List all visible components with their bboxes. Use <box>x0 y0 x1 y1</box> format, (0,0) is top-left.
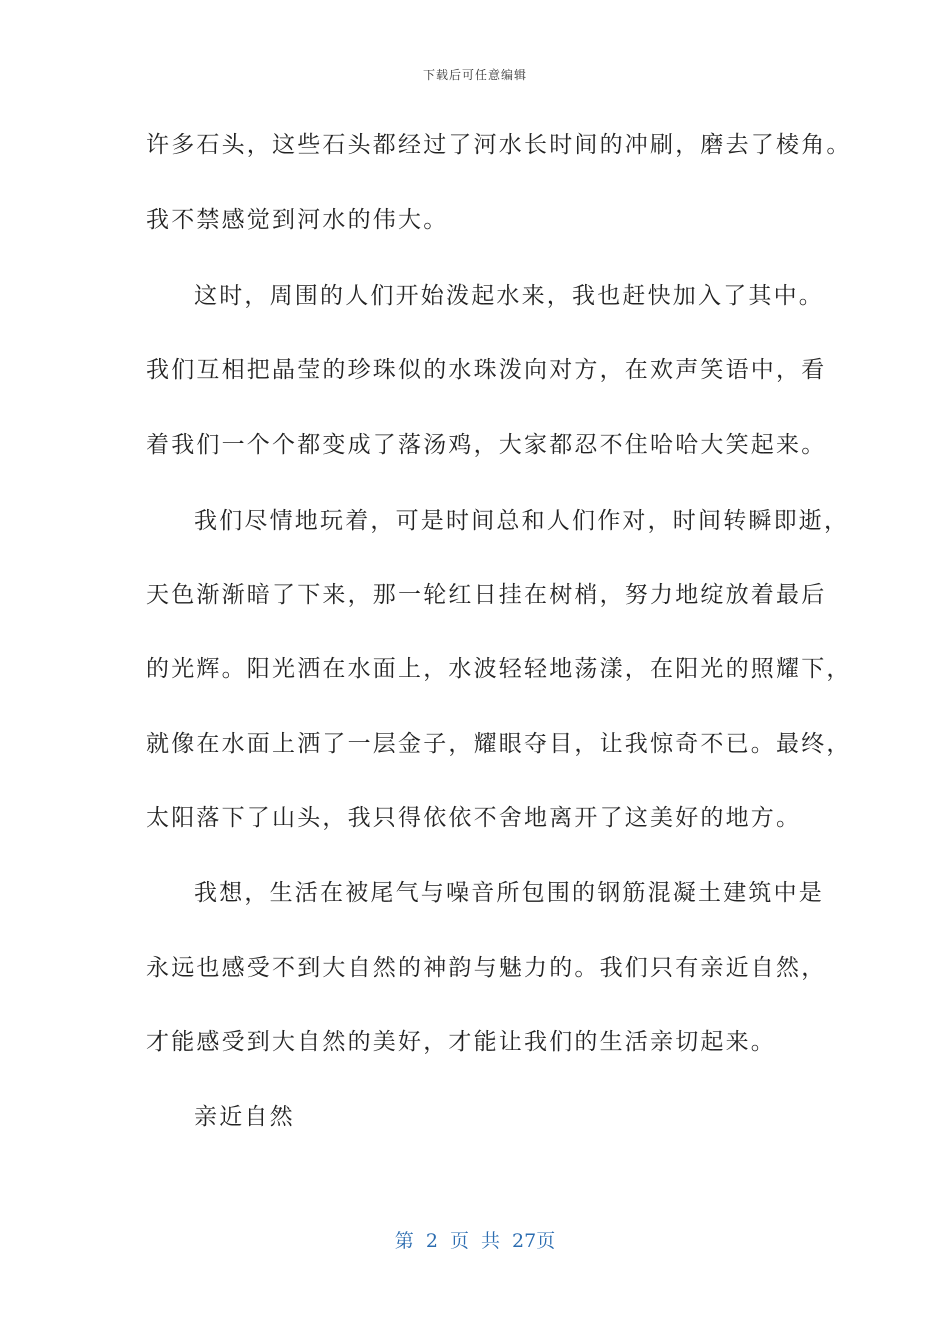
body-line: 永远也感受不到大自然的神韵与魅力的。我们只有亲近自然， <box>146 955 827 981</box>
body-line: 我不禁感觉到河水的伟大。 <box>146 207 449 233</box>
body-line: 着我们一个个都变成了落汤鸡，大家都忍不住哈哈大笑起来。 <box>146 432 827 458</box>
body-line: 许多石头，这些石头都经过了河水长时间的冲刷，磨去了棱角。 <box>146 132 852 158</box>
body-line: 的光辉。阳光洒在水面上，水波轻轻地荡漾，在阳光的照耀下， <box>146 656 852 682</box>
body-line: 才能感受到大自然的美好，才能让我们的生活亲切起来。 <box>146 1029 776 1055</box>
body-line: 这时，周围的人们开始泼起水来，我也赶快加入了其中。 <box>194 283 824 309</box>
body-line: 我们尽情地玩着，可是时间总和人们作对，时间转瞬即逝， <box>194 508 850 534</box>
body-line: 我们互相把晶莹的珍珠似的水珠泼向对方，在欢声笑语中，看 <box>146 357 827 383</box>
body-line: 太阳落下了山头，我只得依依不舍地离开了这美好的地方。 <box>146 805 802 831</box>
header-note: 下载后可任意编辑 <box>422 68 527 82</box>
body-line: 我想，生活在被尾气与噪音所包围的钢筋混凝土建筑中是 <box>194 880 824 906</box>
body-line: 天色渐渐暗了下来，那一轮红日挂在树梢，努力地绽放着最后 <box>146 582 827 608</box>
section-title: 亲近自然 <box>194 1104 295 1130</box>
page-footer: 第 2 页 共 27页 <box>394 1230 556 1252</box>
body-line: 就像在水面上洒了一层金子，耀眼夺目，让我惊奇不已。最终， <box>146 731 852 757</box>
